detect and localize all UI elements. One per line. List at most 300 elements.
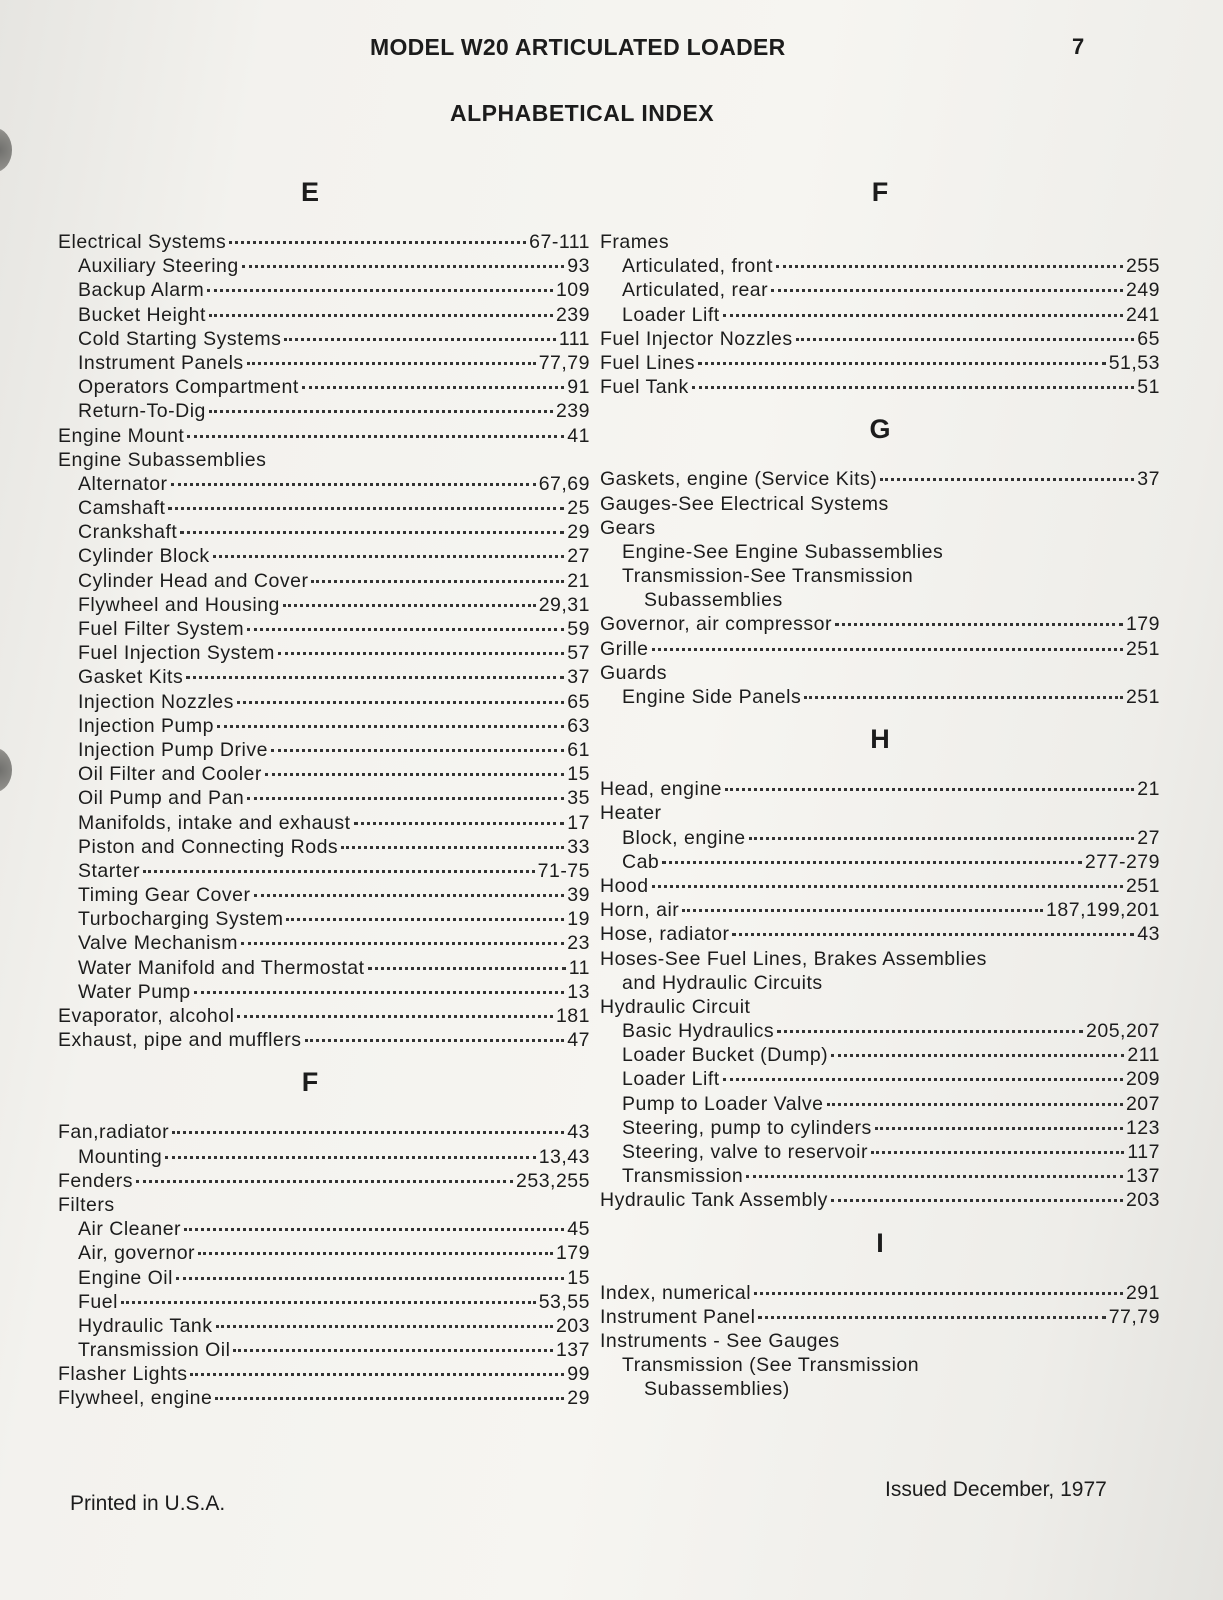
entry-label: and Hydraulic Circuits [622, 971, 823, 994]
index-entry [30, 254, 590, 278]
entry-page: 109 [555, 279, 590, 302]
entry-label: Injection Nozzles [78, 690, 234, 713]
dot-leader [165, 1156, 535, 1159]
index-entry [600, 327, 1160, 351]
entry-label: Oil Filter and Cooler [78, 763, 262, 786]
entry-page: 13,43 [538, 1145, 590, 1168]
index-entry [30, 811, 590, 835]
index-entry [600, 1188, 1160, 1212]
dot-leader [278, 652, 564, 655]
entry-label: Frames [600, 231, 670, 253]
dot-leader [723, 1078, 1123, 1081]
index-entry [600, 278, 1160, 302]
index-entry [30, 1120, 590, 1144]
index-entry [600, 1067, 1160, 1091]
entry-label: Timing Gear Cover [78, 884, 251, 907]
entry-label: Injection Pump [78, 714, 214, 737]
entry-label: Steering, valve to reservoir [622, 1141, 868, 1163]
entry-page: 43 [1137, 923, 1160, 946]
index-entry [30, 738, 590, 762]
index-entry [600, 1353, 1160, 1377]
index-entry [600, 540, 1160, 564]
entry-label: Head, engine [600, 778, 723, 801]
entry-label: Guards [600, 661, 667, 684]
dot-leader [241, 942, 564, 945]
section-letter: G [869, 414, 891, 445]
entry-label: Return-To-Dig [78, 400, 206, 423]
dot-leader [286, 918, 564, 921]
entry-page: 253,255 [516, 1169, 590, 1192]
entry-label: Hydraulic Tank Assembly [600, 1189, 828, 1212]
dot-leader [311, 580, 564, 583]
entry-label: Subassemblies) [644, 1378, 790, 1401]
index-entry [30, 690, 590, 714]
index-entry [30, 569, 590, 593]
dot-leader [172, 1131, 564, 1134]
section-letter: E [300, 177, 319, 207]
index-entry [30, 1241, 590, 1265]
entry-page: 29 [567, 521, 590, 544]
entry-label: Alternator [78, 472, 168, 495]
entry-page: 53,55 [538, 1290, 590, 1313]
dot-leader [237, 701, 564, 704]
entry-page: 123 [1125, 1116, 1160, 1139]
index-entry [600, 874, 1160, 898]
index-entry [30, 931, 590, 955]
entry-page: 47 [567, 1029, 590, 1052]
entry-page: 65 [1137, 327, 1160, 350]
entry-page: 37 [1137, 468, 1160, 491]
entry-label: Heater [600, 802, 662, 825]
entry-label: Hose, radiator [600, 923, 730, 946]
section-gap [600, 1213, 1160, 1223]
entry-label: Flywheel and Housing [78, 593, 280, 616]
entry-page: 207 [1125, 1092, 1160, 1115]
index-entry [30, 617, 590, 641]
entry-page: 291 [1125, 1281, 1160, 1304]
section-gap [600, 709, 1160, 719]
entry-label: Articulated, rear [622, 279, 769, 302]
index-entry [600, 661, 1160, 685]
index-entry [600, 492, 1160, 516]
entry-label: Water Pump [78, 980, 191, 1003]
entry-page: 51 [1137, 376, 1160, 399]
entry-label: Fenders [58, 1169, 134, 1192]
binder-hole [0, 128, 12, 172]
index-entry [600, 637, 1160, 661]
index-entry [30, 1145, 590, 1169]
index-entry [600, 516, 1160, 540]
dot-leader [302, 386, 565, 389]
entry-label: Air Cleaner [78, 1218, 182, 1241]
entry-label: Flasher Lights [58, 1363, 188, 1386]
binder-hole [0, 748, 12, 792]
entry-page: 39 [567, 884, 590, 907]
dot-leader [184, 1228, 564, 1231]
index-entry [30, 859, 590, 883]
entry-label: Loader Lift [622, 303, 720, 326]
entry-page: 251 [1125, 637, 1160, 660]
entry-label: Engine Mount [58, 424, 185, 447]
dot-leader [216, 1325, 553, 1328]
entry-label: Transmission-See Transmission [622, 565, 914, 588]
index-entry [30, 1266, 590, 1290]
entry-label: Grille [600, 637, 649, 660]
index-entry [600, 303, 1160, 327]
entry-label: Engine Oil [78, 1266, 173, 1289]
entry-label: Oil Pump and Pan [78, 787, 245, 810]
entry-label: Subassemblies [644, 589, 783, 612]
entry-label: Engine Subassemblies [58, 448, 267, 471]
entry-label: Backup Alarm [78, 279, 205, 302]
entry-label: Injection Pump Drive [78, 738, 268, 761]
dot-leader [835, 623, 1123, 626]
dot-leader [168, 507, 564, 510]
entry-label: Mounting [78, 1145, 163, 1168]
entry-label: Governor, air compressor [600, 613, 832, 636]
entry-label: Gauges-See Electrical Systems [600, 492, 889, 515]
entry-label: Hoses-See Fuel Lines, Brakes Assemblies [600, 947, 987, 970]
dot-leader [187, 435, 564, 438]
dot-leader [732, 933, 1134, 936]
index-entry [30, 278, 590, 302]
entry-page: 67,69 [538, 472, 590, 495]
dot-leader [237, 1015, 553, 1018]
entry-label: Cab [622, 850, 660, 873]
entry-page: 11 [568, 956, 590, 979]
index-entry [30, 399, 590, 423]
dot-leader [233, 1349, 552, 1352]
index-entry [30, 980, 590, 1004]
entry-page: 65 [567, 690, 590, 713]
entry-page: 241 [1125, 303, 1160, 326]
entry-page: 203 [555, 1314, 590, 1337]
entry-label: Pump to Loader Valve [622, 1092, 824, 1115]
index-entry [30, 472, 590, 496]
dot-leader [254, 894, 565, 897]
entry-label: Piston and Connecting Rods [78, 835, 339, 858]
index-entry [30, 641, 590, 665]
entry-label: Fuel Injection System [78, 642, 275, 665]
dot-leader [247, 797, 564, 800]
entry-label: Transmission [622, 1165, 744, 1188]
dot-leader [354, 822, 565, 825]
index-entry [600, 801, 1160, 825]
entry-label: Cold Starting Systems [78, 327, 282, 350]
entry-label: Loader Bucket (Dump) [622, 1044, 829, 1067]
entry-label: Block, engine [622, 826, 746, 849]
index-entry [600, 685, 1160, 709]
index-entry [30, 1193, 590, 1217]
index-entry [30, 956, 590, 980]
index-entry [600, 826, 1160, 850]
entry-label: Crankshaft [78, 521, 178, 544]
entry-page: 251 [1125, 686, 1160, 708]
section-gap [600, 399, 1160, 409]
index-entry [30, 1314, 590, 1338]
entry-label: Fuel Tank [600, 376, 689, 399]
entry-label: Instrument Panel [600, 1305, 756, 1328]
index-entry [30, 303, 590, 327]
entry-label: Exhaust, pipe and mufflers [58, 1029, 302, 1052]
index-entry [600, 375, 1160, 399]
dot-leader [190, 1373, 564, 1376]
entry-page: 209 [1125, 1068, 1160, 1091]
entry-page: 13 [567, 980, 590, 1003]
entry-page: 21 [1137, 778, 1160, 801]
entry-page: 117 [1127, 1141, 1160, 1163]
index-entry [600, 1377, 1160, 1401]
entry-page: 99 [567, 1363, 590, 1386]
footer-issued: Issued December, 1977 [885, 1478, 1107, 1501]
dot-leader [180, 531, 564, 534]
index-entry [30, 1028, 590, 1052]
dot-leader [265, 773, 564, 776]
entry-label: Operators Compartment [78, 376, 299, 399]
entry-page: 111 [558, 327, 590, 350]
entry-page: 61 [567, 738, 590, 761]
index-entry [30, 1362, 590, 1386]
index-entry [600, 1140, 1160, 1164]
dot-leader [831, 1199, 1123, 1202]
index-entry [600, 588, 1160, 612]
index-entry [30, 424, 590, 448]
entry-page: 57 [567, 642, 590, 665]
dot-leader [880, 478, 1134, 481]
index-entry [600, 1305, 1160, 1329]
index-entry [600, 230, 1160, 254]
dot-leader [652, 648, 1123, 651]
dot-leader [749, 837, 1135, 840]
entry-page: 59 [567, 618, 590, 640]
index-entry [30, 762, 590, 786]
entry-label: Hydraulic Circuit [600, 995, 751, 1018]
index-entry [600, 612, 1160, 636]
entry-label: Starter [78, 859, 141, 882]
entry-page: 77,79 [1108, 1305, 1160, 1328]
dot-leader [229, 241, 526, 244]
entry-page: 93 [567, 255, 590, 278]
entry-page: 19 [567, 908, 590, 931]
index-entry [600, 777, 1160, 801]
entry-label: Articulated, front [622, 255, 773, 278]
header-title: MODEL W20 ARTICULATED LOADER [370, 34, 786, 60]
index-entry [30, 1386, 590, 1410]
entry-page: 43 [567, 1121, 590, 1144]
entry-page: 29,31 [538, 593, 590, 616]
index-entry [600, 564, 1160, 588]
section-letter: F [301, 1067, 319, 1098]
index-entry [30, 835, 590, 859]
dot-leader [284, 338, 555, 341]
dot-leader [723, 314, 1123, 317]
dot-leader [213, 555, 565, 558]
entry-label: Instruments - See Gauges [600, 1329, 840, 1352]
index-entry [600, 922, 1160, 946]
entry-page: 41 [567, 424, 590, 447]
entry-page: 23 [567, 932, 590, 955]
index-entry [600, 1092, 1160, 1116]
dot-leader [725, 788, 1134, 791]
entry-label: Instrument Panels [78, 351, 244, 374]
entry-page: 45 [567, 1218, 590, 1241]
entry-label: Cylinder Head and Cover [78, 569, 309, 592]
index-entry [30, 1290, 590, 1314]
index-entry [600, 1281, 1160, 1305]
page-number: 7 [1072, 34, 1085, 59]
entry-page: 181 [555, 1005, 590, 1027]
entry-page: 179 [1125, 613, 1160, 636]
dot-leader [827, 1103, 1123, 1106]
entry-label: Index, numerical [600, 1281, 752, 1304]
entry-page: 77,79 [538, 351, 590, 374]
entry-label: Hood [600, 874, 649, 897]
index-entry [30, 593, 590, 617]
entry-page: 25 [567, 497, 590, 520]
entry-label: Cylinder Block [78, 545, 210, 568]
entry-label: Fuel Injector Nozzles [600, 327, 793, 350]
index-entry [600, 1116, 1160, 1140]
entry-label: Fuel [78, 1290, 118, 1313]
entry-page: 211 [1127, 1044, 1160, 1067]
entry-page: 71-75 [537, 859, 590, 882]
entry-label: Transmission Oil [78, 1339, 231, 1362]
index-entry [30, 520, 590, 544]
dot-leader [171, 483, 536, 486]
index-entry [30, 448, 590, 472]
dot-leader [143, 870, 535, 873]
entry-page: 239 [555, 400, 590, 423]
section-letter: H [870, 724, 890, 755]
index-entry [600, 850, 1160, 874]
dot-leader [777, 1030, 1083, 1033]
dot-leader [136, 1180, 513, 1183]
index-entry [30, 1169, 590, 1193]
index-column-left [30, 172, 590, 1411]
index-entry [600, 467, 1160, 491]
entry-label: Turbocharging System [78, 908, 284, 931]
entry-page: 15 [567, 1266, 590, 1289]
entry-page: 67-111 [529, 231, 590, 253]
dot-leader [746, 1175, 1123, 1178]
entry-page: 91 [567, 376, 590, 399]
entry-label: Loader Lift [622, 1068, 720, 1091]
index-entry [30, 496, 590, 520]
index-entry [30, 375, 590, 399]
dot-leader [242, 265, 565, 268]
index-entry [600, 898, 1160, 922]
dot-leader [283, 604, 536, 607]
index-entry [30, 907, 590, 931]
dot-leader [758, 1316, 1105, 1319]
dot-leader [209, 410, 553, 413]
entry-label: Fuel Filter System [78, 618, 245, 640]
entry-label: Steering, pump to cylinders [622, 1116, 872, 1139]
entry-label: Engine-See Engine Subassemblies [622, 540, 944, 563]
dot-leader [217, 725, 564, 728]
entry-label: Gears [600, 516, 656, 539]
section-letter: I [876, 1227, 884, 1258]
entry-page: 239 [555, 303, 590, 326]
entry-page: 137 [1125, 1165, 1160, 1188]
entry-page: 35 [567, 787, 590, 810]
index-entry [600, 947, 1160, 971]
entry-label: Gasket Kits [78, 666, 184, 689]
entry-label: Water Manifold and Thermostat [78, 956, 365, 979]
entry-label: Air, governor [78, 1242, 196, 1265]
entry-page: 277-279 [1084, 850, 1160, 873]
entry-label: Bucket Height [78, 303, 206, 326]
index-entry [600, 351, 1160, 375]
entry-page: 255 [1125, 255, 1160, 278]
dot-leader [247, 362, 536, 365]
dot-leader [271, 749, 564, 752]
entry-page: 179 [555, 1242, 590, 1265]
index-entry [600, 1043, 1160, 1067]
index-entry [600, 254, 1160, 278]
entry-page: 251 [1125, 874, 1160, 897]
entry-page: 27 [567, 545, 590, 568]
dot-leader [875, 1127, 1123, 1130]
entry-page: 187,199,201 [1046, 899, 1160, 922]
entry-label: Basic Hydraulics [622, 1020, 775, 1043]
entry-page: 21 [567, 569, 590, 592]
index-entry [600, 971, 1160, 995]
entry-page: 17 [567, 811, 590, 834]
footer-printed: Printed in U.S.A. [70, 1492, 226, 1515]
index-entry [30, 1338, 590, 1362]
index-entry [30, 327, 590, 351]
entry-page: 51,53 [1108, 351, 1160, 374]
index-entry [30, 544, 590, 568]
entry-page: 249 [1125, 279, 1160, 302]
dot-leader [754, 1292, 1123, 1295]
entry-label: Electrical Systems [58, 231, 227, 253]
dot-leader [831, 1054, 1124, 1057]
entry-label: Horn, air [600, 899, 680, 922]
index-entry [600, 1329, 1160, 1353]
index-entry [30, 714, 590, 738]
index-title: ALPHABETICAL INDEX [450, 100, 715, 126]
dot-leader [207, 289, 553, 292]
entry-label: Manifolds, intake and exhaust [78, 811, 351, 834]
dot-leader [692, 386, 1135, 389]
index-entry [30, 351, 590, 375]
entry-label: Camshaft [78, 497, 166, 520]
entry-page: 203 [1125, 1189, 1160, 1212]
dot-leader [247, 628, 564, 631]
index-entry [30, 230, 590, 254]
dot-leader [341, 846, 564, 849]
dot-leader [871, 1151, 1124, 1154]
entry-label: Gaskets, engine (Service Kits) [600, 468, 878, 491]
index-entry [30, 883, 590, 907]
entry-page: 27 [1137, 826, 1160, 849]
entry-page: 37 [567, 666, 590, 689]
index-entry [600, 1019, 1160, 1043]
section-gap [30, 1052, 590, 1062]
dot-leader [698, 362, 1106, 365]
entry-label: Valve Mechanism [78, 932, 238, 955]
index-entry [30, 786, 590, 810]
dot-leader [771, 289, 1123, 292]
entry-label: Transmission (See Transmission [622, 1354, 920, 1377]
entry-label: Fan,radiator [58, 1121, 170, 1144]
entry-label: Filters [58, 1193, 115, 1216]
dot-leader [215, 1397, 564, 1400]
entry-label: Evaporator, alcohol [58, 1005, 235, 1027]
dot-leader [194, 991, 565, 994]
